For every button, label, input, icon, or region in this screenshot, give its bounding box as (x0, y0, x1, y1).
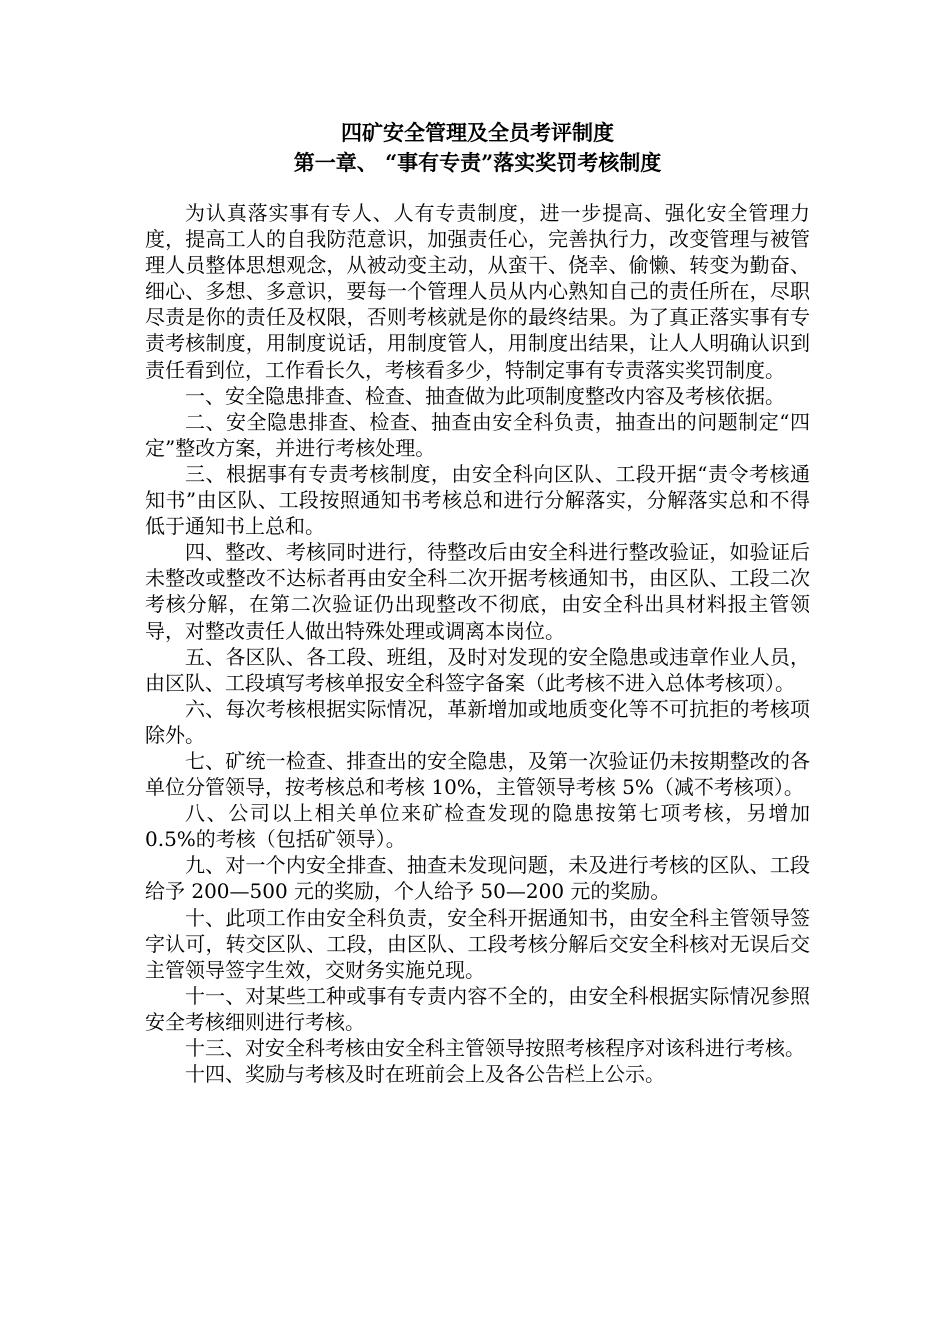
chapter-title: 第一章、 “事有专责”落实奖罚考核制度 (293, 150, 662, 175)
clause-paragraph: 二、安全隐患排查、检查、抽查由安全科负责，抽查出的问题制定“四定”整改方案，并进行考核处理。 (145, 409, 810, 460)
clause-paragraph: 十一、对某些工种或事有专责内容不全的，由安全科根据实际情况参照安全考核细则进行考核。 (145, 983, 810, 1034)
clause-paragraph: 五、各区队、各工段、班组，及时对发现的安全隐患或违章作业人员，由区队、工段填写考核单报安全科签字备案（此考核不进入总体考核项）。 (145, 644, 810, 695)
clause-paragraph: 十、此项工作由安全科负责，安全科开据通知书，由安全科主管领导签字认可，转交区队、工段，由区队、工段考核分解后交安全科核对无误后交主管领导签字生效，交财务实施兑现。 (145, 905, 810, 982)
document-body (145, 200, 810, 1087)
clause-paragraph: 六、每次考核根据实际情况，革新增加或地质变化等不可抗拒的考核项除外。 (145, 696, 810, 747)
clause-paragraph: 四、整改、考核同时进行，待整改后由安全科进行整改验证，如验证后未整改或整改不达标者再由安全科二次开据考核通知书，由区队、工段二次考核分解，在第二次验证仍出现整改不彻底，由安全科出具材料报主管领导，对整改责任人做出特殊处理或调离本岗位。 (145, 540, 810, 643)
intro-paragraph: 为认真落实事有专人、人有专责制度，进一步提高、强化安全管理力度，提高工人的自我防范意识，加强责任心，完善执行力，改变管理与被管理人员整体思想观念，从被动变主动，从蛮干、侥幸、偷懒、转变为勤奋、细心、多想、多意识，要每一个管理人员从内心熟知自己的责任所在，尽职尽责是你的责任及权限，否则考核就是你的最终结果。为了真正落实事有专责考核制度，用制度说话，用制度管人，用制度出结果，让人人明确认识到责任看到位，工作看长久，考核看多少，特制定事有专责落实奖罚制度。 (145, 201, 810, 382)
clause-paragraph: 九、对一个内安全排查、抽查未发现问题，未及进行考核的区队、工段给予 200—500 元的奖励，个人给予 50—200 元的奖励。 (145, 853, 810, 904)
clause-paragraph: 八、公司以上相关单位来矿检查发现的隐患按第七项考核，另增加 0.5%的考核（包括矿领导）。 (145, 801, 810, 852)
clause-paragraph: 十三、对安全科考核由安全科主管领导按照考核程序对该科进行考核。 (185, 1036, 805, 1060)
document-title: 四矿安全管理及全员考评制度 (341, 120, 614, 145)
clause-paragraph: 三、根据事有专责考核制度，由安全科向区队、工段开据“责令考核通知书”由区队、工段按照通知书考核总和进行分解落实，分解落实总和不得低于通知书上总和。 (145, 461, 810, 539)
clause-paragraph: 七、矿统一检查、排查出的安全隐患，及第一次验证仍未按期整改的各单位分管领导，按考核总和考核 10%，主管领导考核 5%（减不考核项）。 (145, 748, 810, 800)
clause-paragraph: 十四、奖励与考核及时在班前会上及各公告栏上公示。 (185, 1062, 665, 1087)
clause-paragraph: 一、安全隐患排查、检查、抽查做为此项制度整改内容及考核依据。 (185, 383, 785, 408)
